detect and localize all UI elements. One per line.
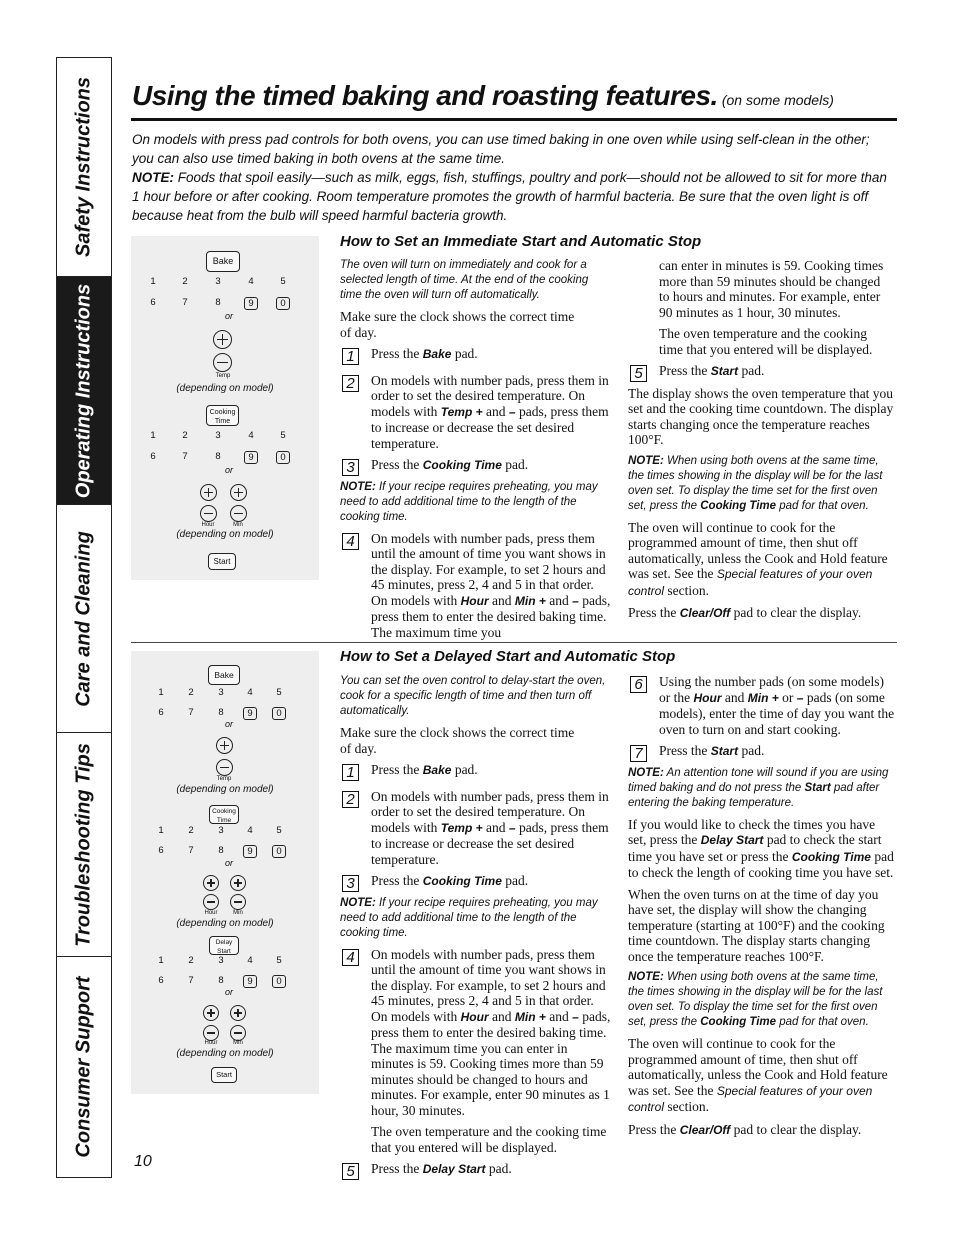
delayed-step-1: 1 Press the Bake pad. — [340, 762, 612, 779]
delayed-step-5: 5 Press the Delay Start pad. — [340, 1161, 612, 1178]
delayed-step-3: 3 Press the Cooking Time pad. — [340, 873, 612, 890]
immediate-step-3: 3 Press the Cooking Time pad. — [340, 457, 612, 474]
hour-plus-icon — [200, 484, 217, 501]
intro-paragraph: On models with press pad controls for both ovens, you can use timed baking in one oven while using self-clean in the other; you can also use timed baking in both ovens at the same time. — [132, 132, 870, 166]
min-minus-icon — [230, 894, 246, 910]
number-row-bottom: 6 7 8 9 0 — [131, 707, 319, 720]
delayed-note-2: NOTE: An attention tone will sound if you are using timed baking and do not press the Start pad after entering the baking temperature. — [628, 766, 889, 809]
delayed-note-1: NOTE: If your recipe requires preheating, you may need to add additional time to the length of the cooking time. — [340, 896, 598, 939]
min-plus-icon — [230, 1005, 246, 1021]
section-tabs — [56, 57, 112, 1178]
tab-care-and-cleaning[interactable]: Care and Cleaning — [57, 505, 111, 733]
immediate-step-4: 4 On models with number pads, press them until the amount of time you want shows in the display. For example, to set 2 hours and 45 minutes, press 2, 4 and 5 in that order. On models with Hour and Min + and – pads, press them to enter the desired baking time. The maximum time you — [340, 531, 612, 641]
bake-pad: Bake — [208, 665, 240, 685]
delayed-column-right: 6 Using the number pads (on some models) or the Hour and Min + or – pads (on some models), enter the time of day you want the oven to turn on and start cooking. 7 Press the Start pad. NOTE: An attention tone will sound if you are using timed baking and do not press the Start pad after entering the baking temperature. If you would like to check the times you have set, press the Delay Start pad to check the start time you have set or press the Cooking Time pad to check the length of cooking time you have set. When the oven turns on at the time of day you have set, the display will show the changing temperature (starting at 100°F) and the cooking time countdown. The display starts changing once the temperature reaches 100°F. NOTE: When using both ovens at the same time, the times showing in the display will be for the last oven set. To display the time set for the first oven set, press the Cooking Time pad for that oven. The oven will continue to cook for the programmed amount of time, then shut off automatically, unless the Cook and Hold feature was set. See the Special features of your oven control section. Press the Clear/Off pad to clear the display. — [628, 674, 895, 1137]
start-pad: Start — [211, 1067, 237, 1083]
number-row-bottom: 6 7 8 9 0 — [131, 297, 319, 311]
number-row-top: 1 2 3 4 5 — [158, 687, 282, 698]
immediate-step-1: 1 Press the Bake pad. — [340, 346, 612, 363]
hour-plus-icon — [203, 1005, 219, 1021]
min-plus-icon — [230, 484, 247, 501]
bake-pad: Bake — [206, 251, 240, 272]
tab-troubleshooting-tips[interactable]: Troubleshooting Tips — [57, 733, 111, 957]
cooking-time-pad: Cooking Time — [209, 805, 239, 824]
immediate-column-left: The oven will turn on immediately and cook for a selected length of time. At the end of the cooking time the oven will turn off automatically. Make sure the clock shows the correct time of day. 1 Press the Bake pad. 2 On models with number pads, press them in order to set the desired temperature. On models with Temp + and – pads, press them to increase or decrease the set desired temperature. 3 Press the Cooking Time pad. NOTE: If your recipe requires preheating, you may need to add additional time to the length of the cooking time. 4 On models with number pads, press them until the amount of time you want shows in the display. For example, to set 2 hours and 45 minutes, press 2, 4 and 5 in that order. On models with Hour and Min + and – pads, press them to enter the desired baking time. The maximum time you — [340, 259, 611, 640]
hour-minus-icon — [200, 505, 217, 522]
tab-safety-instructions[interactable]: Safety Instructions — [57, 58, 111, 277]
number-row-bottom: 6 7 8 9 0 — [131, 451, 319, 465]
number-row-top: 1 2 3 4 5 — [150, 276, 286, 287]
tab-consumer-support[interactable]: Consumer Support — [72, 976, 95, 1158]
temp-plus-icon — [216, 737, 233, 754]
intro-text — [132, 130, 892, 225]
page-title: Using the timed baking and roasting features. (on some models) — [132, 80, 834, 111]
temp-minus-icon — [216, 759, 233, 776]
immediate-note-1: NOTE: If your recipe requires preheating, you may need to add additional time to the length of the cooking time. — [340, 480, 598, 523]
immediate-step-2: 2 On models with number pads, press them in order to set the desired temperature. On models with Temp + and – pads, press them to increase or decrease the set desired temperature. — [340, 373, 612, 452]
hour-minus-icon — [203, 1025, 219, 1041]
delayed-step-4: 4 On models with number pads, press them until the amount of time you want shows in the display. For example, to set 2 hours and 45 minutes, press 2, 4 and 5 in that order. On models with Hour and Min + and – pads, press them to enter the desired baking time. The maximum time you can enter in minutes is 59. Cooking times more than 59 minutes should be changed to hours and minutes. For example, enter 90 minutes as 1 hour, 30 minutes. — [340, 947, 612, 1119]
delayed-step-6: 6 Using the number pads (on some models) or the Hour and Min + or – pads (on some models), enter the time of day you want the oven to turn on and start cooking. — [628, 674, 896, 737]
immediate-heading: How to Set an Immediate Start and Automatic Stop — [340, 233, 702, 250]
delayed-note-3: NOTE: When using both ovens at the same time, the times showing in the display will be for the last oven set. To display the time set for the first oven set, press the Cooking Time pad for that oven. — [628, 971, 883, 1028]
number-row-top: 1 2 3 4 5 — [150, 430, 286, 441]
delayed-step-7: 7 Press the Start pad. — [628, 743, 896, 760]
number-row-top: 1 2 3 4 5 — [158, 825, 282, 836]
title-rule — [131, 118, 897, 121]
start-pad: Start — [208, 553, 236, 570]
hour-plus-icon — [203, 875, 219, 891]
hour-minus-icon — [203, 894, 219, 910]
delayed-column-left: You can set the oven control to delay-start the oven, cook for a specific length of time and then turn off automatically. Make sure the clock shows the correct time of day. 1 Press the Bake pad. 2 On models with number pads, press them in order to set the desired temperature. On models with Temp + and – pads, press them to increase or decrease the set desired temperature. 3 Press the Cooking Time pad. NOTE: If your recipe requires preheating, you may need to add additional time to the length of the cooking time. 4 On models with number pads, press them until the amount of time you want shows in the display. For example, to set 2 hours and 45 minutes, press 2, 4 and 5 in that order. On models with Hour and Min + and – pads, press them to enter the desired baking time. The maximum time you can enter in minutes is 59. Cooking times more than 59 minutes should be changed to hours and minutes. For example, enter 90 minutes as 1 hour, 30 minutes. The oven temperature and the cooking time that you entered will be displayed. 5 Press the Delay Start pad. — [340, 675, 611, 1180]
min-minus-icon — [230, 505, 247, 522]
section-divider — [131, 642, 897, 643]
min-minus-icon — [230, 1025, 246, 1041]
delay-start-pad: Delay Start — [209, 936, 239, 955]
immediate-note-2: NOTE: When using both ovens at the same time, the times showing in the display will be for the last oven set. To display the time set for the first oven set, press the Cooking Time pad for that oven. — [628, 454, 883, 512]
tab-operating-instructions[interactable]: Operating Instructions — [57, 277, 111, 505]
number-row-bottom: 6 7 8 9 0 — [131, 845, 319, 858]
number-row-bottom: 6 7 8 9 0 — [131, 975, 319, 988]
page-number: 10 — [134, 1153, 152, 1170]
immediate-column-right: can enter in minutes is 59. Cooking times more than 59 minutes should be changed to hours and minutes. For example, enter 90 minutes as 1 hour, 30 minutes. The oven temperature and the cooking time that you entered will be displayed. 5 Press the Start pad. The display shows the oven temperature that you set and the cooking time countdown. The display starts changing once the temperature reaches 100°F. NOTE: When using both ovens at the same time, the times showing in the display will be for the last oven set. To display the time set for the first oven set, press the Cooking Time pad for that oven. The oven will continue to cook for the programmed amount of time, then shut off automatically, unless the Cook and Hold feature was set. See the Special features of your oven control section. Press the Clear/Off pad to clear the display. — [628, 258, 894, 620]
immediate-step-5: 5 Press the Start pad. — [628, 363, 894, 380]
control-panel-immediate: Bake 1 2 3 4 5 6 7 8 9 0 or Temp (depending on model) Cooking Time 1 2 3 4 5 6 7 8 9 0 or Hour Min (depending on model) Start — [131, 236, 319, 580]
temp-minus-icon — [213, 353, 232, 372]
min-plus-icon — [230, 875, 246, 891]
delayed-heading: How to Set a Delayed Start and Automatic Stop — [340, 648, 676, 665]
control-panel-delayed: Bake 1 2 3 4 5 6 7 8 9 0 or Temp (depending on model) Cooking Time 1 2 3 4 5 6 7 8 9 0 or Hour Min (depending on model) Delay Start 1 2 3 4 5 6 7 8 9 0 or Hour Min (depending on model) Start — [131, 651, 319, 1094]
intro-note: NOTE: Foods that spoil easily—such as milk, eggs, fish, stuffings, poultry and pork—should not be allowed to sit for more than 1 hour before or after cooking. Room temperature promotes the growth of harmful bacteria. Be sure that the oven light is off because heat from the bulb will speed harmful bacteria growth. — [132, 170, 887, 223]
number-row-top: 1 2 3 4 5 — [158, 955, 282, 966]
delayed-step-2: 2 On models with number pads, press them in order to set the desired temperature. On models with Temp + and – pads, press them to increase or decrease the set desired temperature. — [340, 789, 612, 868]
temp-plus-icon — [213, 330, 232, 349]
cooking-time-pad: Cooking Time — [206, 405, 239, 426]
